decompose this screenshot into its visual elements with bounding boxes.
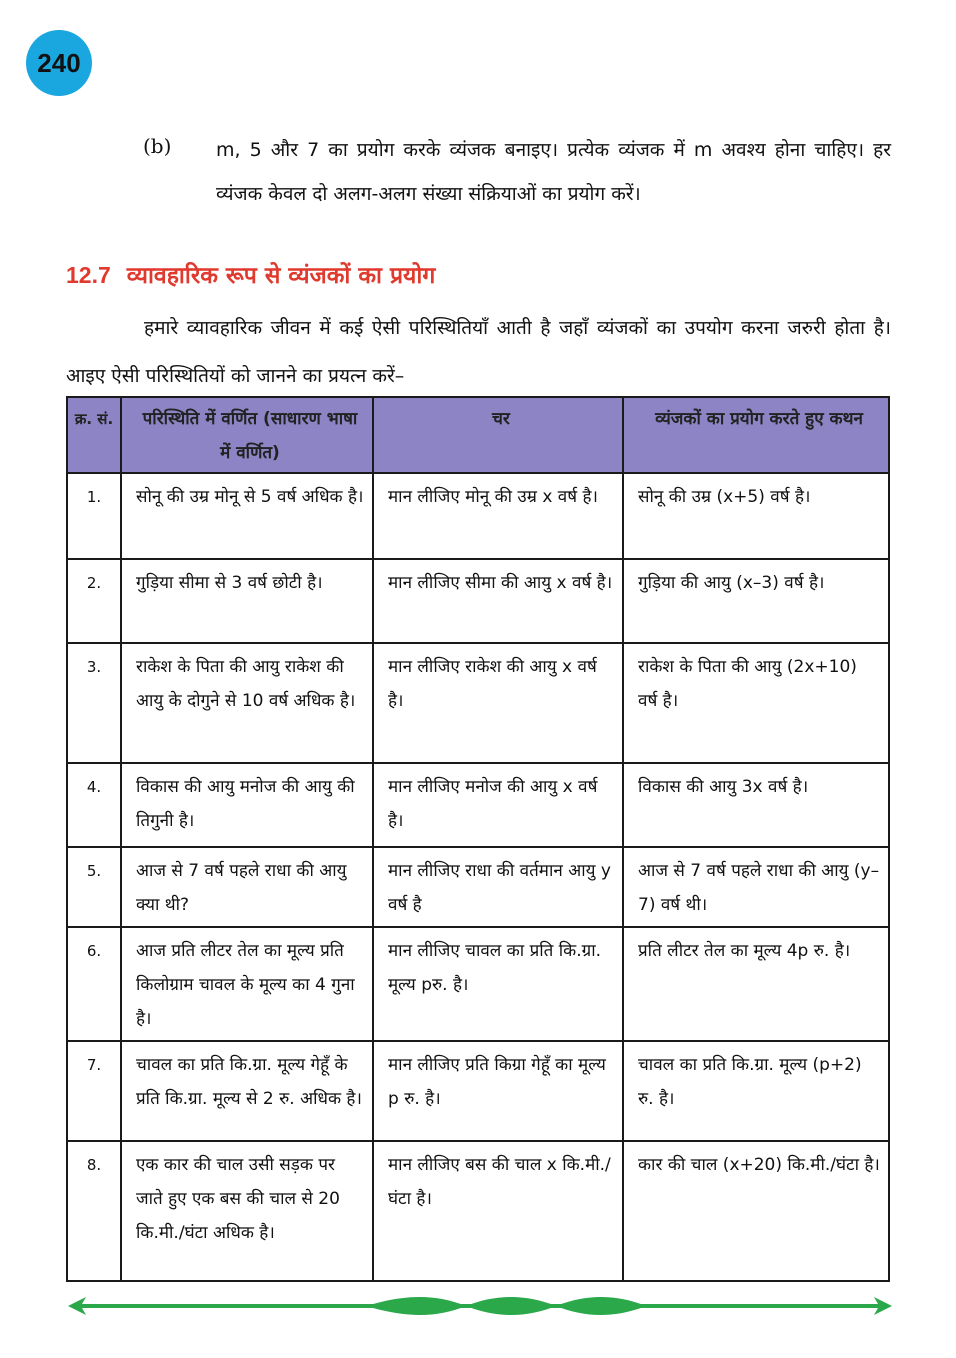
cell-variable: मान लीजिए बस की चाल x कि.मी./घंटा है।	[373, 1141, 623, 1281]
header-statement: व्यंजकों का प्रयोग करते हुए कथन	[623, 397, 889, 473]
cell-serial: 6.	[67, 927, 121, 1041]
intro-paragraph: हमारे व्यावहारिक जीवन में कई ऐसी परिस्थितियाँ आती है जहाँ व्यंजकों का उपयोग करना जरुरी होता है। आइए ऐसी परिस्थितियों को जानने का प्रयत्न करें–	[66, 317, 891, 387]
cell-variable: मान लीजिए चावल का प्रति कि.ग्रा. मूल्य pरु. है।	[373, 927, 623, 1041]
cell-serial: 1.	[67, 473, 121, 559]
table-row	[67, 643, 889, 763]
cell-situation: आज से 7 वर्ष पहले राधा की आयु क्या थी?	[121, 847, 373, 927]
table-header-row	[67, 397, 889, 473]
expressions-table	[66, 396, 890, 1282]
cell-situation: चावल का प्रति कि.ग्रा. मूल्य गेहूँ के प्रति कि.ग्रा. मूल्य से 2 रु. अधिक है।	[121, 1041, 373, 1141]
cell-statement: आज से 7 वर्ष पहले राधा की आयु (y–7) वर्ष थी।	[623, 847, 889, 927]
section-heading	[66, 258, 435, 290]
cell-statement: चावल का प्रति कि.ग्रा. मूल्य (p+2) रु. है।	[623, 1041, 889, 1141]
cell-statement: राकेश के पिता की आयु (2x+10) वर्ष है।	[623, 643, 889, 763]
table-row	[67, 763, 889, 847]
section-title: व्यावहारिक रूप से व्यंजकों का प्रयोग	[126, 263, 436, 289]
cell-variable: मान लीजिए प्रति किग्रा गेहूँ का मूल्य p रु. है।	[373, 1041, 623, 1141]
cell-statement: गुड़िया की आयु (x–3) वर्ष है।	[623, 559, 889, 643]
table-row	[67, 559, 889, 643]
header-situation: परिस्थिति में वर्णित (साधारण भाषा में वर्णित)	[121, 397, 373, 473]
page-number-badge	[26, 30, 92, 96]
header-serial: क्र. सं.	[67, 397, 121, 473]
table-row	[67, 847, 889, 927]
cell-variable: मान लीजिए मनोज की आयु x वर्ष है।	[373, 763, 623, 847]
cell-serial: 8.	[67, 1141, 121, 1281]
cell-variable: मान लीजिए राधा की वर्तमान आयु y वर्ष है	[373, 847, 623, 927]
table-row	[67, 927, 889, 1041]
cell-variable: मान लीजिए सीमा की आयु x वर्ष है।	[373, 559, 623, 643]
cell-statement: सोनू की उम्र (x+5) वर्ष है।	[623, 473, 889, 559]
table-row	[67, 1141, 889, 1281]
cell-variable: मान लीजिए राकेश की आयु x वर्ष है।	[373, 643, 623, 763]
cell-statement: विकास की आयु 3x वर्ष है।	[623, 763, 889, 847]
cell-serial: 5.	[67, 847, 121, 927]
cell-statement: कार की चाल (x+20) कि.मी./घंटा है।	[623, 1141, 889, 1281]
question-label: (b)	[143, 134, 172, 158]
header-variable: चर	[373, 397, 623, 473]
cell-statement: प्रति लीटर तेल का मूल्य 4p रु. है।	[623, 927, 889, 1041]
section-number: 12.7	[66, 262, 111, 288]
page-number: 240	[37, 47, 81, 78]
cell-variable: मान लीजिए मोनू की उम्र x वर्ष है।	[373, 473, 623, 559]
cell-serial: 7.	[67, 1041, 121, 1141]
cell-situation: आज प्रति लीटर तेल का मूल्य प्रति किलोग्राम चावल के मूल्य का 4 गुना है।	[121, 927, 373, 1041]
table-row	[67, 473, 889, 559]
cell-serial: 4.	[67, 763, 121, 847]
cell-serial: 3.	[67, 643, 121, 763]
cell-situation: एक कार की चाल उसी सड़क पर जाते हुए एक बस की चाल से 20 कि.मी./घंटा अधिक है।	[121, 1141, 373, 1281]
cell-situation: सोनू की उम्र मोनू से 5 वर्ष अधिक है।	[121, 473, 373, 559]
question-text: m, 5 और 7 का प्रयोग करके व्यंजक बनाइए। प्रत्येक व्यंजक में m अवश्य होना चाहिए। हर व्यंजक केवल दो अलग-अलग संख्या संक्रियाओं का प्रयोग करें।	[216, 139, 891, 205]
cell-situation: विकास की आयु मनोज की आयु की तिगुनी है।	[121, 763, 373, 847]
decorative-divider	[66, 1292, 894, 1320]
cell-serial: 2.	[67, 559, 121, 643]
table-row	[67, 1041, 889, 1141]
cell-situation: राकेश के पिता की आयु राकेश की आयु के दोगुने से 10 वर्ष अधिक है।	[121, 643, 373, 763]
cell-situation: गुड़िया सीमा से 3 वर्ष छोटी है।	[121, 559, 373, 643]
